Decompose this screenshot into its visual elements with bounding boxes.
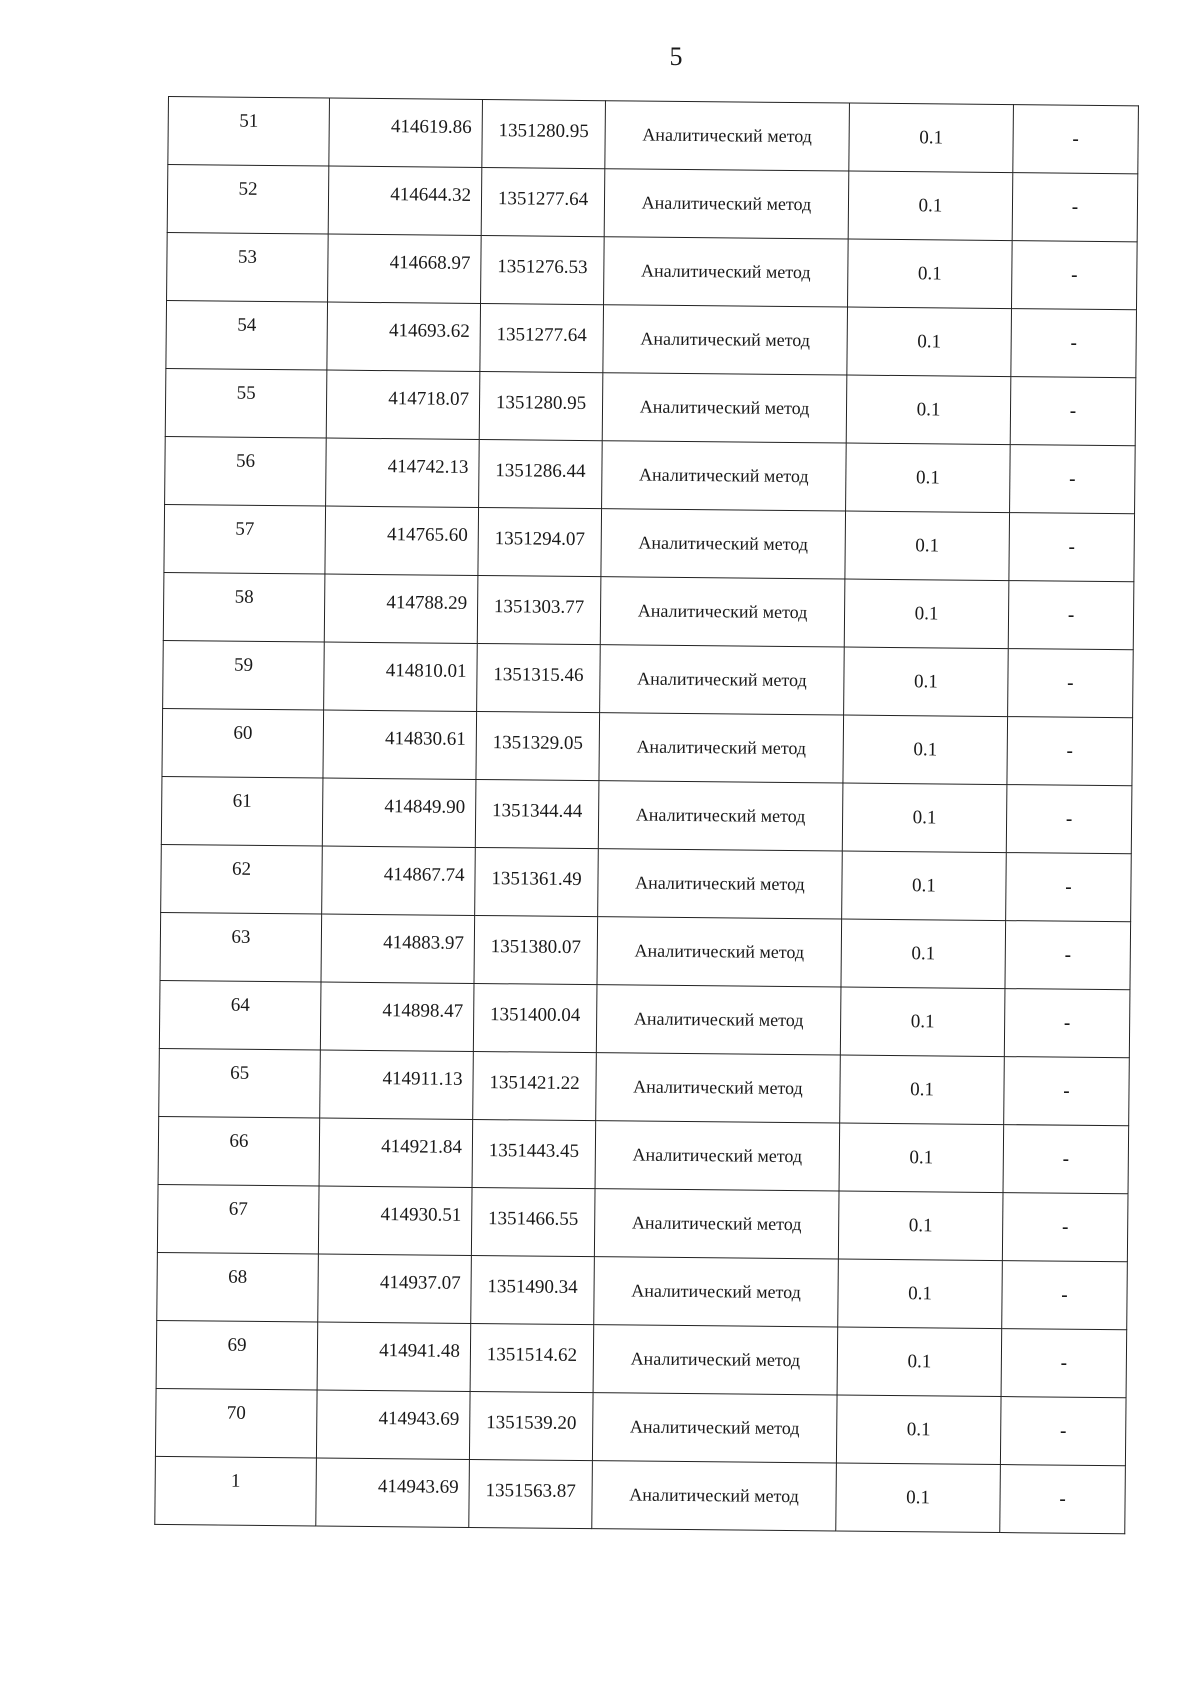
method-cell-text: Аналитический метод (637, 600, 808, 623)
accuracy-cell-text: 0.1 (917, 262, 942, 284)
note-cell-text: - (1067, 604, 1075, 626)
x-coordinate-cell (322, 778, 476, 847)
point-number-cell-text: 60 (233, 722, 253, 744)
x-coordinate-cell-text: 414810.01 (385, 659, 467, 682)
accuracy-cell-text: 0.1 (915, 534, 940, 556)
table-row (157, 1252, 1128, 1329)
x-coordinate-cell (324, 574, 478, 643)
point-number-cell-text: 65 (230, 1062, 250, 1084)
point-number-cell-text: 68 (228, 1266, 248, 1288)
accuracy-cell-text: 0.1 (910, 1078, 934, 1100)
note-cell (1007, 717, 1133, 786)
accuracy-cell (837, 1327, 1002, 1397)
x-coordinate-cell-text: 414668.97 (389, 251, 471, 274)
method-cell (600, 577, 845, 647)
x-coordinate-cell (318, 1254, 472, 1323)
method-cell-text: Аналитический метод (634, 940, 805, 963)
accuracy-cell-text: 0.1 (919, 126, 944, 148)
note-cell-text: - (1066, 740, 1074, 762)
method-cell (604, 237, 849, 307)
point-number-cell-text: 57 (235, 518, 255, 540)
accuracy-cell (842, 851, 1007, 921)
x-coordinate-cell (323, 710, 477, 779)
point-number-cell-text: 64 (230, 994, 250, 1016)
table-row (168, 97, 1139, 174)
y-coordinate-cell (478, 508, 602, 577)
note-cell-text: - (1068, 536, 1075, 558)
note-cell-text: - (1063, 1080, 1070, 1102)
point-number-cell-text: 55 (236, 382, 256, 404)
point-number-cell-text: 67 (228, 1198, 248, 1220)
method-cell (597, 917, 842, 987)
point-number-cell-text: 53 (237, 246, 258, 268)
table-row (160, 912, 1131, 989)
point-number-cell (157, 1252, 319, 1322)
note-cell (1010, 445, 1136, 514)
accuracy-cell-text: 0.1 (909, 1146, 934, 1168)
note-cell (1013, 105, 1139, 174)
method-cell-text: Аналитический метод (635, 804, 806, 827)
accuracy-cell (844, 647, 1009, 717)
x-coordinate-cell (316, 1390, 470, 1459)
x-coordinate-cell-text: 414644.32 (390, 183, 472, 206)
y-coordinate-cell-text: 1351277.64 (496, 323, 587, 346)
note-cell-text: - (1065, 808, 1073, 830)
method-cell-text: Аналитический метод (633, 1008, 804, 1031)
method-cell-text: Аналитический метод (633, 1076, 803, 1099)
point-number-cell (167, 232, 329, 302)
point-number-cell (162, 708, 324, 778)
accuracy-cell (848, 171, 1013, 241)
method-cell-text: Аналитический метод (636, 736, 807, 759)
accuracy-cell-text: 0.1 (912, 806, 937, 828)
note-cell (1012, 173, 1138, 242)
method-cell (592, 1461, 837, 1531)
point-number-cell-text: 56 (235, 450, 256, 472)
point-number-cell (159, 1048, 321, 1118)
method-cell (592, 1393, 837, 1463)
point-number-cell-text: 70 (226, 1402, 246, 1424)
y-coordinate-cell-text: 1351400.04 (489, 1003, 581, 1026)
table-row (157, 1184, 1128, 1261)
y-coordinate-cell-text: 1351315.46 (493, 663, 584, 686)
point-number-cell-text: 69 (227, 1334, 247, 1356)
y-coordinate-cell-text: 1351466.55 (488, 1207, 579, 1230)
x-coordinate-cell (329, 98, 483, 167)
y-coordinate-cell (473, 1051, 597, 1120)
note-cell (1003, 1125, 1129, 1194)
coordinates-table (154, 96, 1139, 1534)
y-coordinate-cell (469, 1459, 593, 1528)
x-coordinate-cell (322, 846, 476, 915)
method-cell (599, 713, 844, 783)
point-number-cell (166, 300, 328, 370)
note-cell-text: - (1060, 1352, 1068, 1374)
table-row (156, 1320, 1127, 1397)
y-coordinate-cell (482, 100, 606, 169)
method-cell-text: Аналитический метод (638, 532, 809, 555)
accuracy-cell-text: 0.1 (918, 194, 943, 216)
accuracy-cell (841, 919, 1006, 989)
method-cell-text: Аналитический метод (637, 668, 807, 691)
method-cell-text: Аналитический метод (639, 396, 810, 419)
x-coordinate-cell-text: 414941.48 (379, 1339, 461, 1362)
point-number-cell-text: 58 (234, 586, 254, 608)
method-cell (600, 645, 845, 715)
table-row (155, 1456, 1126, 1533)
x-coordinate-cell-text: 414693.62 (388, 319, 470, 342)
note-cell-text: - (1070, 332, 1077, 354)
accuracy-cell-text: 0.1 (911, 874, 936, 896)
y-coordinate-cell-text: 1351280.95 (495, 391, 587, 414)
y-coordinate-cell-text: 1351276.53 (497, 255, 588, 278)
y-coordinate-cell (479, 372, 603, 441)
accuracy-cell (846, 375, 1011, 445)
method-cell-text: Аналитический метод (635, 872, 805, 895)
x-coordinate-cell-text: 414943.69 (378, 1407, 460, 1430)
note-cell-text: - (1072, 128, 1079, 150)
method-cell (598, 781, 843, 851)
y-coordinate-cell (477, 575, 601, 644)
note-cell-text: - (1059, 1488, 1066, 1510)
note-cell (1004, 989, 1130, 1058)
method-cell-text: Аналитический метод (640, 328, 811, 351)
note-cell (1006, 853, 1132, 922)
note-cell-text: - (1061, 1284, 1068, 1306)
note-cell (1010, 377, 1136, 446)
y-coordinate-cell-text: 1351380.07 (490, 935, 582, 958)
y-coordinate-cell (479, 440, 603, 509)
method-cell-text: Аналитический метод (630, 1348, 801, 1371)
y-coordinate-cell-text: 1351514.62 (486, 1343, 578, 1366)
method-cell (596, 985, 841, 1055)
accuracy-cell-text: 0.1 (917, 330, 942, 352)
point-number-cell-text: 59 (233, 654, 254, 676)
point-number-cell (156, 1320, 318, 1390)
accuracy-cell-text: 0.1 (916, 398, 941, 420)
method-cell (605, 101, 850, 171)
accuracy-cell-text: 0.1 (914, 602, 939, 624)
note-cell-text: - (1063, 1012, 1071, 1034)
method-cell-text: Аналитический метод (641, 192, 812, 215)
y-coordinate-cell (475, 779, 599, 848)
page-number-text: 5 (669, 42, 683, 71)
note-cell (1005, 921, 1131, 990)
x-coordinate-cell-text: 414718.07 (388, 387, 470, 410)
accuracy-cell (847, 307, 1012, 377)
x-coordinate-cell (326, 438, 480, 507)
note-cell-text: - (1062, 1148, 1070, 1170)
y-coordinate-cell-text: 1351280.95 (498, 119, 589, 142)
note-cell (1004, 1057, 1130, 1126)
x-coordinate-cell (321, 914, 475, 983)
coordinates-table-container (154, 96, 1082, 1534)
x-coordinate-cell-text: 414930.51 (380, 1203, 462, 1226)
table-row (167, 232, 1138, 309)
note-cell (1000, 1465, 1126, 1534)
y-coordinate-cell-text: 1351286.44 (495, 459, 586, 482)
table-row (167, 165, 1138, 242)
point-number-cell-text: 52 (238, 178, 258, 200)
method-cell (593, 1325, 838, 1395)
x-coordinate-cell (328, 166, 482, 235)
accuracy-cell-text: 0.1 (906, 1418, 931, 1440)
x-coordinate-cell-text: 414898.47 (382, 999, 464, 1022)
accuracy-cell (849, 103, 1014, 173)
note-cell-text: - (1069, 400, 1077, 422)
point-number-cell-text: 61 (232, 790, 252, 812)
note-cell (1006, 785, 1132, 854)
y-coordinate-cell (480, 304, 604, 373)
note-cell-text: - (1064, 944, 1072, 966)
point-number-cell (165, 436, 327, 506)
note-cell (1008, 581, 1134, 650)
point-number-cell (158, 1116, 320, 1186)
table-row (162, 708, 1133, 785)
x-coordinate-cell (326, 370, 480, 439)
note-cell (1001, 1329, 1127, 1398)
y-coordinate-cell-text: 1351443.45 (488, 1139, 580, 1162)
y-coordinate-cell (469, 1391, 593, 1460)
point-number-cell-text: 66 (229, 1130, 249, 1152)
accuracy-cell-text: 0.1 (911, 942, 936, 964)
method-cell-text: Аналитический метод (629, 1484, 799, 1507)
point-number-cell (160, 912, 322, 982)
point-number-cell (164, 504, 326, 574)
point-number-cell (157, 1184, 319, 1254)
x-coordinate-cell-text: 414619.86 (390, 115, 472, 138)
method-cell (594, 1257, 839, 1327)
y-coordinate-cell (476, 711, 600, 780)
accuracy-cell (838, 1259, 1003, 1329)
note-cell-text: - (1059, 1420, 1067, 1442)
point-number-cell-text: 62 (231, 858, 252, 880)
point-number-cell (165, 368, 327, 438)
accuracy-cell (843, 715, 1008, 785)
accuracy-cell (836, 1395, 1001, 1465)
table-row (165, 368, 1136, 445)
x-coordinate-cell (318, 1186, 472, 1255)
accuracy-cell-text: 0.1 (913, 670, 938, 692)
x-coordinate-cell-text: 414867.74 (383, 863, 465, 886)
point-number-cell (155, 1388, 317, 1458)
x-coordinate-cell-text: 414830.61 (384, 727, 466, 750)
coordinates-table-body (155, 97, 1139, 1534)
x-coordinate-cell-text: 414849.90 (384, 795, 466, 818)
table-row (159, 1048, 1130, 1125)
y-coordinate-cell (481, 236, 605, 305)
accuracy-cell-text: 0.1 (915, 466, 940, 488)
point-number-cell-text: 1 (230, 1470, 241, 1492)
y-coordinate-cell-text: 1351344.44 (491, 799, 583, 822)
y-coordinate-cell-text: 1351294.07 (494, 527, 585, 550)
y-coordinate-cell (474, 915, 598, 984)
y-coordinate-cell (471, 1187, 595, 1256)
y-coordinate-cell (471, 1255, 595, 1324)
accuracy-cell (842, 783, 1007, 853)
method-cell (604, 169, 849, 239)
y-coordinate-cell (475, 847, 599, 916)
x-coordinate-cell-text: 414921.84 (381, 1135, 463, 1158)
x-coordinate-cell-text: 414765.60 (386, 523, 468, 546)
accuracy-cell (840, 987, 1005, 1057)
table-row (164, 504, 1135, 581)
x-coordinate-cell-text: 414937.07 (379, 1271, 461, 1294)
table-row (159, 980, 1130, 1057)
table-row (163, 640, 1134, 717)
y-coordinate-cell-text: 1351539.20 (486, 1411, 577, 1434)
y-coordinate-cell-text: 1351563.87 (485, 1479, 576, 1502)
note-cell (1011, 241, 1137, 310)
table-row (161, 844, 1132, 921)
accuracy-cell (839, 1123, 1004, 1193)
accuracy-cell-text: 0.1 (907, 1350, 932, 1372)
point-number-cell-text: 63 (231, 926, 251, 948)
y-coordinate-cell (481, 168, 605, 237)
x-coordinate-cell (316, 1458, 470, 1527)
x-coordinate-cell (327, 302, 481, 371)
accuracy-cell (844, 579, 1009, 649)
method-cell (602, 441, 847, 511)
accuracy-cell (848, 239, 1013, 309)
y-coordinate-cell-text: 1351277.64 (497, 187, 589, 210)
table-row (166, 300, 1137, 377)
note-cell (1002, 1193, 1128, 1262)
point-number-cell (167, 165, 329, 235)
method-cell (595, 1121, 840, 1191)
table-row (155, 1388, 1126, 1465)
note-cell-text: - (1067, 672, 1074, 694)
note-cell-text: - (1071, 264, 1078, 286)
y-coordinate-cell-text: 1351303.77 (493, 595, 585, 618)
y-coordinate-cell (477, 643, 601, 712)
accuracy-cell (838, 1191, 1003, 1261)
x-coordinate-cell-text: 414911.13 (382, 1067, 463, 1090)
note-cell-text: - (1061, 1216, 1069, 1238)
method-cell-text: Аналитический метод (639, 464, 809, 487)
method-cell-text: Аналитический метод (632, 1144, 803, 1167)
note-cell (1000, 1397, 1126, 1466)
note-cell-text: - (1065, 876, 1072, 898)
y-coordinate-cell-text: 1351490.34 (487, 1275, 578, 1298)
page-number (76, 42, 1200, 72)
accuracy-cell (845, 511, 1010, 581)
method-cell-text: Аналитический метод (631, 1280, 801, 1303)
x-coordinate-cell (320, 982, 474, 1051)
accuracy-cell (836, 1463, 1001, 1533)
note-cell (1002, 1261, 1128, 1330)
y-coordinate-cell (470, 1323, 594, 1392)
method-cell (601, 509, 846, 579)
x-coordinate-cell (324, 642, 478, 711)
method-cell-text: Аналитический метод (629, 1416, 800, 1439)
x-coordinate-cell (317, 1322, 471, 1391)
point-number-cell (161, 844, 323, 914)
table-row (165, 436, 1136, 513)
x-coordinate-cell (319, 1118, 473, 1187)
x-coordinate-cell-text: 414742.13 (387, 455, 469, 478)
method-cell-text: Аналитический метод (631, 1212, 802, 1235)
method-cell-text: Аналитический метод (640, 260, 811, 283)
x-coordinate-cell (325, 506, 479, 575)
method-cell (594, 1189, 839, 1259)
y-coordinate-cell-text: 1351329.05 (492, 731, 584, 754)
table-row (158, 1116, 1129, 1193)
y-coordinate-cell-text: 1351421.22 (489, 1071, 580, 1094)
accuracy-cell (846, 443, 1011, 513)
accuracy-cell-text: 0.1 (908, 1214, 933, 1236)
accuracy-cell (840, 1055, 1005, 1125)
x-coordinate-cell-text: 414883.97 (383, 931, 464, 954)
point-number-cell (159, 980, 321, 1050)
accuracy-cell-text: 0.1 (913, 738, 938, 760)
table-row (161, 776, 1132, 853)
x-coordinate-cell (328, 234, 482, 303)
x-coordinate-cell (320, 1050, 474, 1119)
note-cell (1008, 649, 1134, 718)
method-cell (596, 1053, 841, 1123)
point-number-cell (168, 97, 330, 167)
accuracy-cell-text: 0.1 (908, 1282, 933, 1304)
accuracy-cell-text: 0.1 (906, 1486, 931, 1508)
point-number-cell (155, 1456, 317, 1526)
note-cell-text: - (1071, 196, 1079, 218)
note-cell (1011, 309, 1137, 378)
y-coordinate-cell (472, 1119, 596, 1188)
x-coordinate-cell-text: 414943.69 (377, 1475, 459, 1498)
method-cell (603, 305, 848, 375)
method-cell (602, 373, 847, 443)
y-coordinate-cell-text: 1351361.49 (491, 867, 582, 890)
point-number-cell-text: 54 (237, 314, 257, 336)
point-number-cell (163, 640, 325, 710)
accuracy-cell-text: 0.1 (910, 1010, 935, 1032)
table-row (163, 572, 1134, 649)
note-cell (1009, 513, 1135, 582)
point-number-cell (161, 776, 323, 846)
y-coordinate-cell (473, 983, 597, 1052)
point-number-cell-text: 51 (239, 110, 259, 132)
x-coordinate-cell-text: 414788.29 (386, 591, 468, 614)
note-cell-text: - (1069, 468, 1076, 490)
method-cell-text: Аналитический метод (642, 124, 813, 147)
point-number-cell (163, 572, 325, 642)
method-cell (598, 849, 843, 919)
